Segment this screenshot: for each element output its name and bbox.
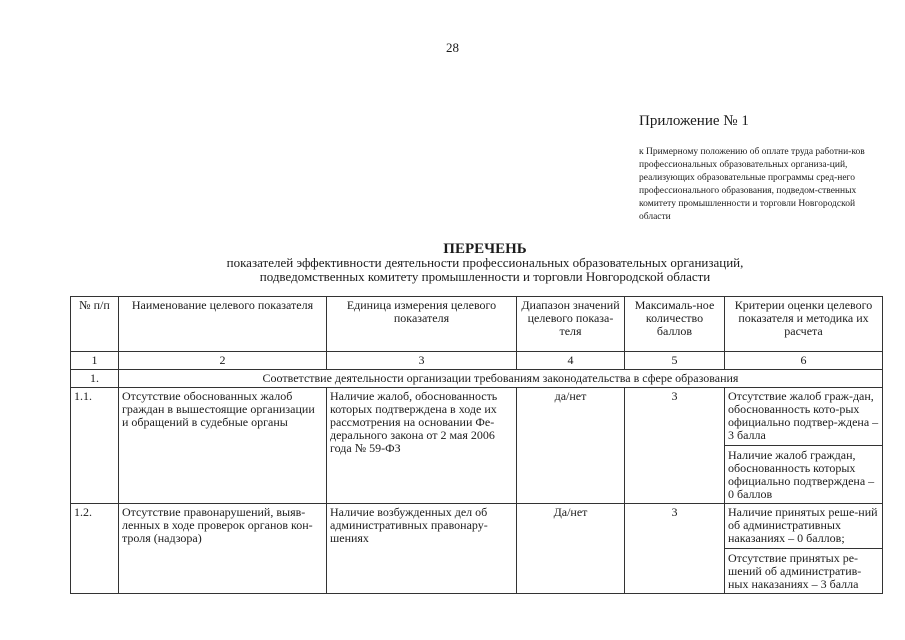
row-criteria <box>725 388 883 504</box>
header-unit: Единица измерения целевого показателя <box>327 297 517 352</box>
row-name: Отсутствие правонарушений, выяв-ленных в ходе проверок органов кон-троля (надзора) <box>119 504 327 594</box>
header-max: Максималь-ное количество баллов <box>625 297 725 352</box>
subtitle-line-1: показателей эффективности деятельности профессиональных образовательных организаций, <box>226 255 744 270</box>
row-max: 3 <box>625 504 725 594</box>
row-unit: Наличие жалоб, обоснованность которых подтверждена в ходе их рассмотрения на основании Фе-дерального закона от 2 мая 2006 года № 59-ФЗ <box>327 388 517 504</box>
page-number: 28 <box>446 40 459 55</box>
row-max: 3 <box>625 388 725 504</box>
row-range: да/нет <box>517 388 625 504</box>
appendix-note: к Примерному положению об оплате труда работни-ков профессиональных образовательных организа-ций, реализующих образовательные программы сред-него профессионального образования, подведом-ственных комитету промышленности и торговли Новгородской области <box>639 147 865 222</box>
header-range: Диапазон значений целевого показа-теля <box>517 297 625 352</box>
section-num: 1. <box>71 370 119 388</box>
column-number-row <box>71 352 883 370</box>
row-unit: Наличие возбужденных дел об административных правонару-шениях <box>327 504 517 594</box>
criteria-1: Наличие принятых реше-ний об административных наказаниях – 0 баллов; <box>725 506 882 549</box>
row-num: 1.1. <box>71 388 119 504</box>
col-number: 5 <box>625 352 725 370</box>
header-criteria: Критерии оценки целевого показателя и методика их расчета <box>725 297 883 352</box>
table-row <box>71 388 883 504</box>
row-criteria <box>725 504 883 594</box>
section-title: Соответствие деятельности организации требованиям законодательства в сфере образования <box>119 370 883 388</box>
header-num: № п/п <box>71 297 119 352</box>
indicators-table <box>70 296 883 594</box>
criteria-2: Наличие жалоб граждан, обоснованность которых официально подтверждена – 0 баллов <box>728 448 875 501</box>
section-row <box>71 370 883 388</box>
row-name: Отсутствие обоснованных жалоб граждан в вышестоящие организации и обращений в судебные органы <box>119 388 327 504</box>
document-title: ПЕРЕЧЕНЬ <box>443 241 527 257</box>
col-number: 3 <box>327 352 517 370</box>
document-subtitle <box>0 256 905 283</box>
row-num: 1.2. <box>71 504 119 594</box>
header-name: Наименование целевого показателя <box>119 297 327 352</box>
col-number: 1 <box>71 352 119 370</box>
col-number: 4 <box>517 352 625 370</box>
appendix-title: Приложение № 1 <box>639 113 749 129</box>
row-range: Да/нет <box>517 504 625 594</box>
table-row <box>71 504 883 594</box>
criteria-1: Отсутствие жалоб граж-дан, обоснованность кото-рых официально подтвер-ждена – 3 балла <box>725 390 882 446</box>
table-header-row <box>71 297 883 352</box>
subtitle-line-2: подведомственных комитету промышленности и торговли Новгородской области <box>259 268 711 284</box>
criteria-2: Отсутствие принятых ре-шений об административ-ных наказаниях – 3 балла <box>728 551 862 591</box>
col-number: 2 <box>119 352 327 370</box>
col-number: 6 <box>725 352 883 370</box>
